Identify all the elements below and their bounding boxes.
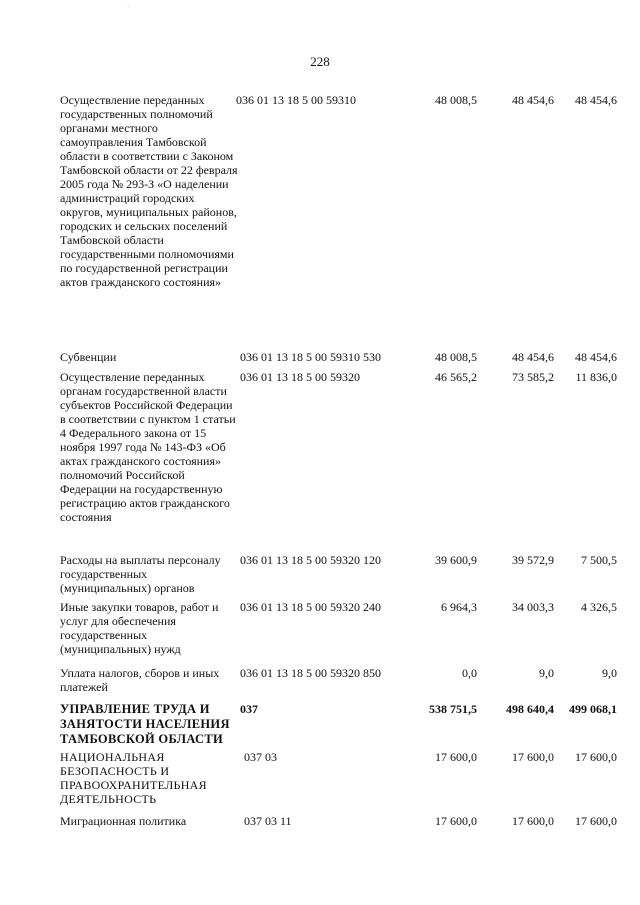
value-year3: 11 836,0: [575, 370, 617, 384]
row-name: НАЦИОНАЛЬНАЯ БЕЗОПАСНОСТЬ И ПРАВООХРАНИТЕЛЬНАЯ ДЕЯТЕЛЬНОСТЬ: [60, 750, 207, 806]
row-code: 037 03 11: [244, 814, 292, 828]
value-year1: 46 565,2: [435, 370, 477, 384]
row-name: Расходы на выплаты персоналу государственных (муниципальных) органов: [60, 553, 221, 595]
value-year1: 17 600,0: [435, 750, 477, 764]
row-name: Осуществление переданных государственных полномочий органами местного самоуправления Тамбовской области в соответствии с Законом Тамбовской области от 22 февраля 2005 года № 293-З «О наделении администраций городских округов, муниципальных районов, городских и сельских поселений Тамбовской области государственными полномочиями по государственной регистрации актов гражданского состояния»: [60, 93, 238, 289]
value-year2: 48 454,6: [512, 350, 554, 364]
value-year2: 34 003,3: [512, 600, 554, 614]
row-name: Иные закупки товаров, работ и услуг для обеспечения государственных (муниципальных) нужд: [60, 600, 219, 656]
value-year2: 498 640,4: [506, 702, 554, 716]
value-year2: 39 572,9: [512, 553, 554, 567]
row-code: 037 03: [244, 750, 277, 764]
value-year1: 538 751,5: [429, 702, 477, 716]
row-name: УПРАВЛЕНИЕ ТРУДА И ЗАНЯТОСТИ НАСЕЛЕНИЯ ТАМБОВСКОЙ ОБЛАСТИ: [60, 702, 230, 746]
value-year2: 73 585,2: [512, 370, 554, 384]
row-code: 036 01 13 18 5 00 59310 530: [240, 350, 381, 364]
row-code: 037: [240, 702, 258, 716]
row-code: 036 01 13 18 5 00 59320 240: [240, 600, 381, 614]
value-year3: 48 454,6: [575, 350, 617, 364]
value-year1: 39 600,9: [435, 553, 477, 567]
value-year3: 48 454,6: [575, 93, 617, 107]
value-year3: 499 068,1: [569, 702, 617, 716]
value-year3: 9,0: [602, 666, 617, 680]
row-name: Субвенции: [60, 350, 117, 364]
row-code: 036 01 13 18 5 00 59310: [236, 93, 356, 107]
value-year1: 17 600,0: [435, 814, 477, 828]
value-year2: 17 600,0: [512, 750, 554, 764]
page-number: 228: [310, 54, 330, 69]
value-year2: 17 600,0: [512, 814, 554, 828]
value-year1: 0,0: [462, 666, 477, 680]
value-year2: 9,0: [539, 666, 554, 680]
row-code: 036 01 13 18 5 00 59320 850: [240, 666, 381, 680]
value-year3: 7 500,5: [581, 553, 617, 567]
value-year1: 48 008,5: [435, 93, 477, 107]
value-year1: 48 008,5: [435, 350, 477, 364]
row-name: Уплата налогов, сборов и иных платежей: [60, 666, 220, 694]
value-year3: 17 600,0: [575, 750, 617, 764]
value-year2: 48 454,6: [512, 93, 554, 107]
row-code: 036 01 13 18 5 00 59320 120: [240, 553, 381, 567]
margin-mark: ·: [127, 3, 130, 11]
value-year3: 4 326,5: [581, 600, 617, 614]
row-name: Миграционная политика: [60, 814, 187, 828]
value-year1: 6 964,3: [441, 600, 477, 614]
row-name: Осуществление переданных органам государственной власти субъектов Российской Федерации в соответствии с пунктом 1 статьи 4 Федерального закона от 15 ноября 1997 года № 143-ФЗ «Об актах гражданского состояния» полномочий Российской Федерации на государственную регистрацию актов гражданского состояния: [60, 370, 236, 524]
value-year3: 17 600,0: [575, 814, 617, 828]
row-code: 036 01 13 18 5 00 59320: [240, 370, 360, 384]
